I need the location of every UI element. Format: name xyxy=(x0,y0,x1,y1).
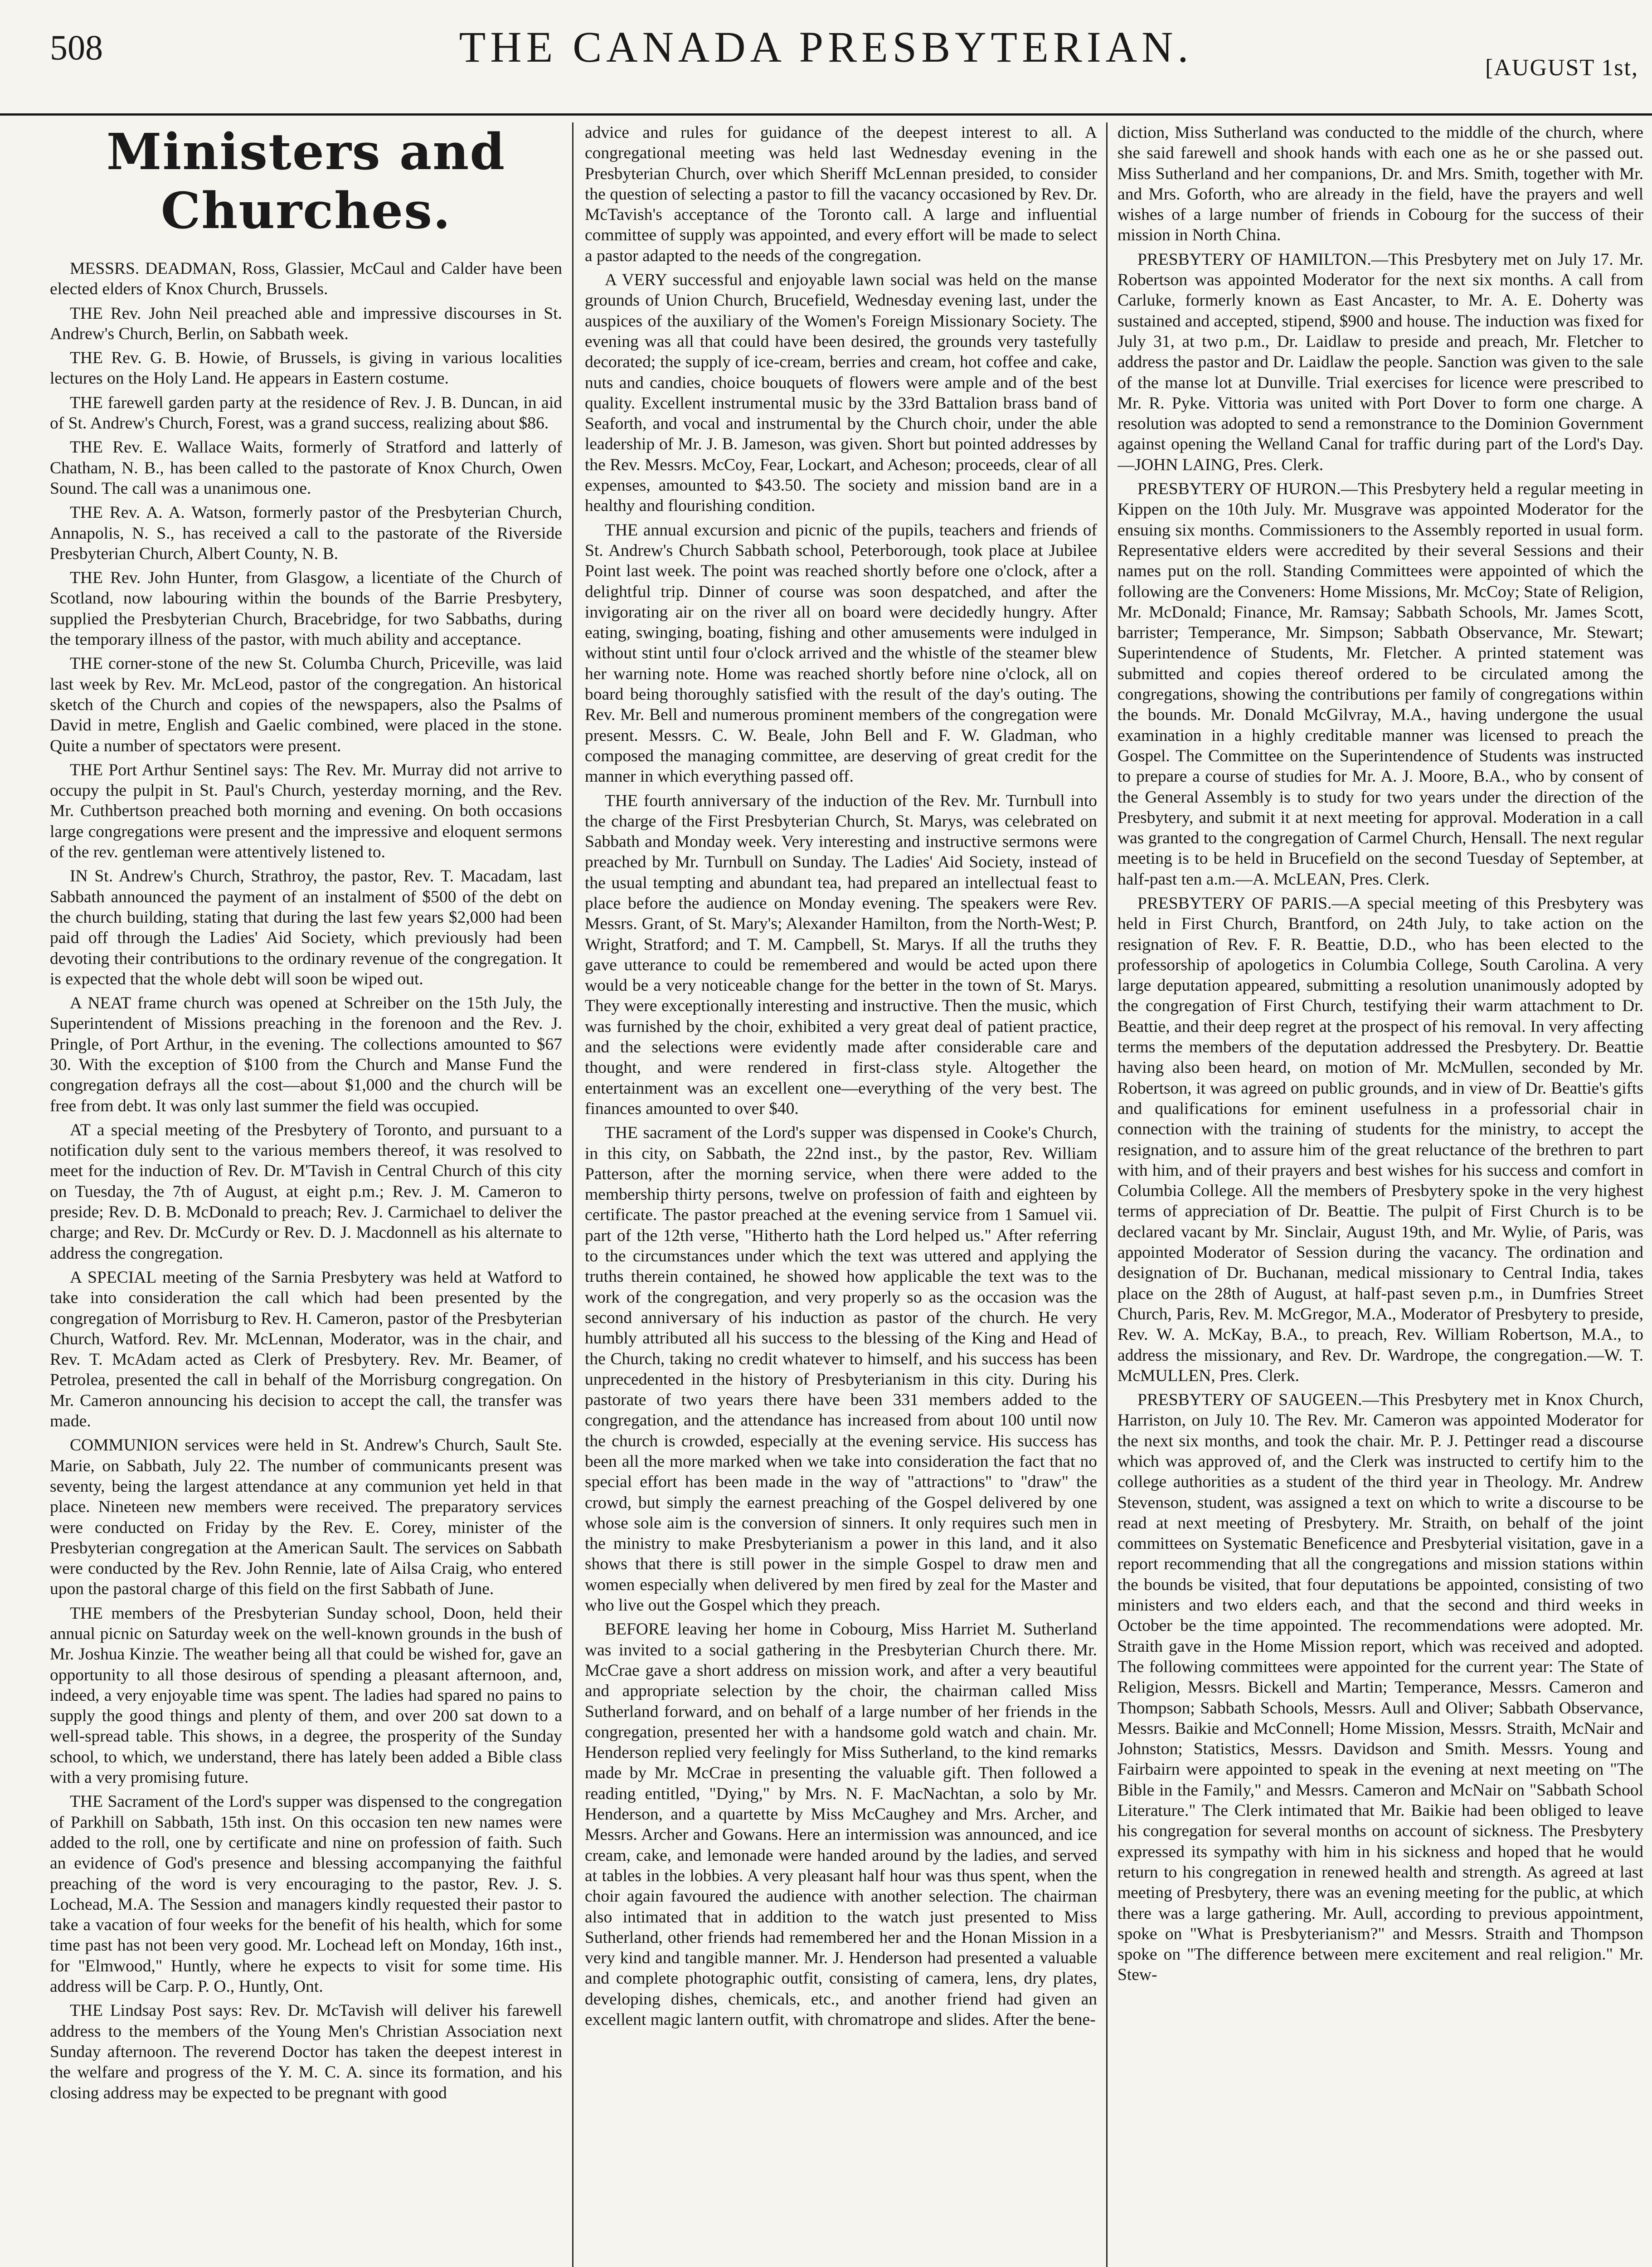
article-paragraph: diction, Miss Sutherland was conducted to the middle of the church, where she said farewell and shook hands with each one as he or she passed out. Miss Sutherland and her companions, Dr. and Mrs. Smith, together with Mr. and Mrs. Goforth, who are already in the field, have the prayers and well wishes of a large number of friends in Cobourg for the success of their mission in North China. xyxy=(1118,123,1643,245)
article-paragraph: THE sacrament of the Lord's supper was dispensed in Cooke's Church, in this city, on Sabbath, the 22nd inst., by the pastor, Rev. William Patterson, after the morning service, when there were added to the membership thirty persons, twelve on profession of faith and eighteen by certificate. The pastor preached at the evening service from 1 Samuel vii. part of the 12th verse, "Hitherto hath the Lord helped us." After referring to the circumstances under which the text was uttered and applying the truths therein contained, he showed how applicable the text was to the work of the congregation, and very properly so as the occasion was the second anniversary of his induction as pastor of the church. He very humbly attributed all his success to the blessing of the King and Head of the Church, taking no credit whatever to himself, and his success has been unprecedented in the history of Presbyterianism in this city. During his pastorate of two years there have been 331 members added to the congregation, and the attendance has increased from about 100 until now the church is crowded, especially at the evening service. His success has been all the more marked when we take into consideration the fact that no special effort has been made in the way of "attractions" to "draw" the crowd, but simply the earnest preaching of the Gospel delivered by one whose sole aim is the conversion of sinners. It only requires such men in the ministry to make Presbyterianism a power in this land, and it also shows that there is still power in the simple Gospel to draw men and women especially when delivered by men fired by zeal for the Master and who live out the Gospel which they preach. xyxy=(585,1124,1097,1615)
article-paragraph: THE corner-stone of the new St. Columba Church, Priceville, was laid last week by Rev. Mr. McLeod, pastor of the congregation. An historical sketch of the Church and copies of the newspapers, also the Psalms of David in metre, English and Gaelic combined, were placed in the stone. Quite a number of spectators were present. xyxy=(50,654,562,755)
column-1 xyxy=(50,122,562,2267)
article-paragraph: THE fourth anniversary of the induction of the Rev. Mr. Turnbull into the charge of the First Presbyterian Church, St. Marys, was celebrated on Sabbath and Monday week. Very interesting and instructive sermons were preached by Mr. Turnbull on Sunday. The Ladies' Aid Society, instead of the usual tempting and abundant tea, had prepared an intellectual feast to place before the audience on Monday evening. The speakers were Rev. Messrs. Grant, of St. Mary's; Alexander Hamilton, from the North-West; P. Wright, Stratford; and T. M. Campbell, St. Marys. If all the truths they gave utterance to could be remembered and would be acted upon there would be a very noticeable change for the better in the town of St. Marys. They were exceptionally interesting and instructive. Then the music, which was furnished by the choir, exhibited a very great deal of patient practice, and the selections were evidently made after considerable care and thought, and were rendered in first-class style. Altogether the entertainment was an excellent one—everything of the very best. The finances amounted to over $40. xyxy=(585,791,1097,1118)
article-paragraph: COMMUNION services were held in St. Andrew's Church, Sault Ste. Marie, on Sabbath, July 22. The number of communicants present was seventy, being the largest attendance at any communion yet held in that place. Nineteen new members were received. The preparatory services were conducted on Friday by the Rev. E. Corey, minister of the Presbyterian congregation at the American Sault. The services on Sabbath were conducted by the Rev. John Rennie, late of Ailsa Craig, who entered upon the pastoral charge of this field on the first Sabbath of June. xyxy=(50,1436,562,1599)
article-paragraph: THE members of the Presbyterian Sunday school, Doon, held their annual picnic on Saturday week on the well-known grounds in the bush of Mr. Joshua Kinzie. The weather being all that could be wished for, gave an opportunity to all those desirous of spending a pleasant afternoon, and, indeed, a very enjoyable time was spent. The ladies had spared no pains to supply the good things and plenty of them, and over 200 sat down to a well-spread table. This shows, in a degree, the prosperity of the Sunday school, to which, we understand, there has lately been added a Bible class with a very promising future. xyxy=(50,1604,562,1787)
article-paragraph: THE Rev. A. A. Watson, formerly pastor of the Presbyterian Church, Annapolis, N. S., has received a call to the pastorate of the Riverside Presbyterian Church, Albert County, N. B. xyxy=(50,503,562,563)
column-1-body xyxy=(50,258,562,2103)
masthead xyxy=(0,0,1652,116)
article-paragraph: THE Rev. G. B. Howie, of Brussels, is giving in various localities lectures on the Holy Land. He appears in Eastern costume. xyxy=(50,349,562,388)
article-paragraph: BEFORE leaving her home in Cobourg, Miss Harriet M. Sutherland was invited to a social gathering in the Presbyterian Church there. Mr. McCrae gave a short address on mission work, and after a very beautiful and appropriate selection by the choir, the chairman called Miss Sutherland forward, and on behalf of a large number of her friends in the congregation, presented her with a handsome gold watch and chain. Mr. Henderson replied very feelingly for Miss Sutherland, to the kind remarks made by Mr. McCrae in presenting the valuable gift. Then followed a reading entitled, "Dying," by Mrs. N. F. MacNachtan, a solo by Mr. Henderson, and a quartette by Miss McCaughey and Mrs. Archer, and Messrs. Archer and Gowans. Here an intermission was announced, and ice cream, cake, and lemonade were handed around by the ladies, and served at tables in the lobbies. A very pleasant half hour was thus spent, when the choir again favoured the audience with another selection. The chairman also intimated that in addition to the watch just presented to Miss Sutherland, other friends had remembered her and the Honan Mission in a very kind and tangible manner. Mr. J. Henderson had presented a valuable and complete photographic outfit, consisting of camera, lens, dry plates, developing dishes, chemicals, etc., and another friend had given an excellent magic lantern outfit, with chromatrope and slides. After the bene- xyxy=(585,1620,1097,2029)
article-paragraph: MESSRS. DEADMAN, Ross, Glassier, McCaul and Calder have been elected elders of Knox Church, Brussels. xyxy=(50,259,562,299)
page-number: 508 xyxy=(50,28,103,67)
journal-title: THE CANADA PRESBYTERIAN. xyxy=(459,23,1193,71)
article-paragraph: PRESBYTERY OF HAMILTON.—This Presbytery met on July 17. Mr. Robertson was appointed Moderator for the next six months. A call from Carluke, formerly known as East Ancaster, to Mr. A. E. Doherty was sustained and accepted, stipend, $900 and house. The induction was fixed for July 31, at two p.m., Dr. Laidlaw to preside and preach, Mr. Fletcher to address the pastor and Dr. Laidlaw the people. Sanction was given to the sale of the manse lot at Dunville. Trial exercises for licence were prescribed to Mr. R. Pyke. Vittoria was united with Port Dover to form one charge. A resolution was adopted to send a remonstrance to the Dominion Government against opening the Welland Canal for traffic during part of the Lord's Day.—JOHN LAING, Pres. Clerk. xyxy=(1118,250,1643,474)
column-divider xyxy=(572,122,573,2267)
issue-date: [AUGUST 1st, xyxy=(1485,55,1638,81)
article-paragraph: advice and rules for guidance of the deepest interest to all. A congregational meeting was held last Wednesday evening in the Presbyterian Church, over which Sheriff McLennan presided, to consider the question of selecting a pastor to fill the vacancy occasioned by Rev. Dr. McTavish's acceptance of the Toronto call. A large and influential committee of supply was appointed, and every effort will be made to select a pastor adapted to the needs of the congregation. xyxy=(585,123,1097,265)
column-3-body xyxy=(1118,122,1643,1985)
column-3 xyxy=(1118,122,1643,2267)
article-paragraph: IN St. Andrew's Church, Strathroy, the pastor, Rev. T. Macadam, last Sabbath announced the payment of an instalment of $500 of the debt on the church building, stating that during the last few years $2,000 had been paid off through the Ladies' Aid Society, which previously had been devoting their contributions to the ordinary revenue of the congregation. It is expected that the whole debt will soon be wiped out. xyxy=(50,867,562,988)
article-paragraph: A NEAT frame church was opened at Schreiber on the 15th July, the Superintendent of Missions preaching in the forenoon and the Rev. J. Pringle, of Port Arthur, in the evening. The collections amounted to $67 30. With the exception of $100 from the Church and Manse Fund the congregation defrays all the cost—about $1,000 and the church will be free from debt. It was only last summer the field was occupied. xyxy=(50,994,562,1115)
article-paragraph: THE annual excursion and picnic of the pupils, teachers and friends of St. Andrew's Church Sabbath school, Peterborough, took place at Jubilee Point last week. The point was reached shortly before one o'clock, after a delightful trip. Dinner of course was soon despatched, and after the invigorating air on the river all on board were decidedly hungry. After eating, swinging, boating, fishing and other amusements were indulged in without stint until four o'clock arrived and the whistle of the steamer blew her warning note. Home was reached shortly before nine o'clock, all on board being thoroughly satisfied with the result of the day's outing. The Rev. Mr. Bell and numerous prominent members of the congregation were present. Messrs. C. W. Beale, John Bell and F. W. Gladman, who composed the managing committee, are deserving of great credit for the manner in which everything passed off. xyxy=(585,521,1097,786)
column-divider xyxy=(1106,122,1108,2267)
article-paragraph: THE Port Arthur Sentinel says: The Rev. Mr. Murray did not arrive to occupy the pulpit in St. Paul's Church, yesterday morning, and the Rev. Mr. Cuthbertson preached both morning and evening. On both occasions large congregations were present and the impressive and eloquent sermons of the rev. gentleman were attentively listened to. xyxy=(50,760,562,862)
article-paragraph: THE Lindsay Post says: Rev. Dr. McTavish will deliver his farewell address to the members of the Young Men's Christian Association next Sunday afternoon. The reverend Doctor has taken the deepest interest in the welfare and progress of the Y. M. C. A. since its formation, and his closing address may be expected to be pregnant with good xyxy=(50,2001,562,2102)
article-paragraph: THE Rev. John Neil preached able and impressive discourses in St. Andrew's Church, Berlin, on Sabbath week. xyxy=(50,304,562,343)
article-paragraph: A VERY successful and enjoyable lawn social was held on the manse grounds of Union Church, Brucefield, Wednesday evening last, under the auspices of the auxiliary of the Women's Foreign Missionary Society. The evening was all that could have been desired, the grounds very tastefully decorated; the supply of ice-cream, berries and cream, hot coffee and cake, nuts and candies, choice bouquets of flowers were ample and of the best quality. Excellent instrumental music by the 33rd Battalion brass band of Seaforth, and vocal and instrumental by the Church choir, under the able leadership of Mr. J. B. Jameson, was given. Short but pointed addresses by the Rev. Messrs. McCoy, Fear, Lockart, and Acheson; proceeds, clear of all expenses, amounted to $43.50. The society and mission band are in a healthy and flourishing condition. xyxy=(585,271,1097,516)
article-paragraph: THE Rev. John Hunter, from Glasgow, a licentiate of the Church of Scotland, now labouring within the bounds of the Barrie Presbytery, supplied the Presbyterian Church, Bracebridge, for two Sabbaths, during the temporary illness of the pastor, with much ability and acceptance. xyxy=(50,569,562,649)
article-paragraph: THE farewell garden party at the residence of Rev. J. B. Duncan, in aid of St. Andrew's Church, Forest, was a grand success, realizing about $86. xyxy=(50,393,562,433)
article-paragraph: PRESBYTERY OF HURON.—This Presbytery held a regular meeting in Kippen on the 10th July. Mr. Musgrave was appointed Moderator for the ensuing six months. Commissioners to the Assembly reported in usual form. Representative elders were accredited by their several Sessions and their names put on the roll. Standing Committees were appointed of which the following are the Conveners: Home Missions, Mr. McCoy; State of Religion, Mr. McDonald; Finance, Mr. Ramsay; Sabbath Schools, Mr. James Scott, barrister; Temperance, Mr. Simpson; Sabbath Observance, Mr. Stewart; Superintendence of Students, Mr. Fletcher. A printed statement was submitted and copies thereof ordered to be circulated among the congregations, showing the contributions per family of congregations within the bounds. Mr. Donald McGilvray, M.A., having undergone the usual examination in a highly creditable manner was licensed to preach the Gospel. The Committee on the Superintendence of Students was instructed to prepare a course of studies for Mr. A. J. Moore, B.A., who by consent of the General Assembly is to study for two years under the direction of the Presbytery, and submit it at next meeting for approval. Moderation in a call was granted to the congregation of Carmel Church, Hensall. The next regular meeting is to be held in Brucefield on the second Tuesday of September, at half-past ten a.m.—A. McLEAN, Pres. Clerk. xyxy=(1118,480,1643,889)
article-paragraph: PRESBYTERY OF SAUGEEN.—This Presbytery met in Knox Church, Harriston, on July 10. The Rev. Mr. Cameron was appointed Moderator for the next six months, and took the chair. Mr. P. J. Pettinger read a discourse which was approved of, and the Clerk was instructed to certify him to the college authorities as a student of the third year in Theology. Mr. Andrew Stevenson, student, was assigned a text on which to write a discourse to be read at next meeting of Presbytery. Mr. Straith, on behalf of the joint committees on Systematic Beneficence and Presbyterial visitation, gave in a report recommending that all the congregations and mission stations within the bounds be visited, that four deputations be appointed, consisting of two ministers and two elders each, and that the second and third weeks in October be the time appointed. The recommendations were adopted. Mr. Straith gave in the Home Mission report, which was received and adopted. The following committees were appointed for the current year: The State of Religion, Messrs. Bickell and Martin; Temperance, Messrs. Cameron and Thompson; Sabbath Schools, Messrs. Aull and Oliver; Sabbath Observance, Messrs. Baikie and McConnell; Home Mission, Messrs. Straith, McNair and Johnston; Statistics, Messrs. Davidson and Smith. Messrs. Young and Fairbairn were appointed to speak in the evening at next meeting on "The Bible in the Family," and Messrs. Cameron and McNair on "Sabbath School Literature." The Clerk intimated that Mr. Baikie had been obliged to leave his congregation for several months on account of sickness. The Presbytery expressed its sympathy with him in his sickness and hoped that he would return to his congregation in renewed health and strength. As agreed at last meeting of Presbytery, there was an evening meeting for the public, at which there was a large gathering. Mr. Aull, according to previous appointment, spoke on "What is Presbyterianism?" and Messrs. Straith and Thompson spoke on "The difference between mere excitement and real religion." Mr. Stew- xyxy=(1118,1391,1643,1985)
column-2-body xyxy=(585,122,1097,2030)
column-2 xyxy=(585,122,1097,2267)
article-paragraph: AT a special meeting of the Presbytery of Toronto, and pursuant to a notification duly sent to the various members thereof, it was resolved to meet for the induction of Rev. Dr. M'Tavish in Central Church of this city on Tuesday, the 7th of August, at eight p.m.; Rev. J. M. Cameron to preside; Rev. D. B. McDonald to preach; Rev. J. Carmichael to deliver the charge; and Rev. Dr. McCurdy or Rev. D. J. Macdonnell as his alternate to address the congregation. xyxy=(50,1120,562,1263)
article-paragraph: PRESBYTERY OF PARIS.—A special meeting of this Presbytery was held in First Church, Brantford, on 24th July, to take action on the resignation of Rev. F. R. Beattie, D.D., who has been elected to the professorship of apologetics in Columbia College, South Carolina. A very large deputation appeared, submitting a resolution unanimously adopted by the congregation of First Church, testifying their warm attachment to Dr. Beattie, and their deep regret at the prospect of his removal. In very affecting terms the members of the deputation addressed the Presbytery. Dr. Beattie having also been heard, on motion of Mr. McMullen, seconded by Mr. Robertson, it was agreed on public grounds, and in view of Dr. Beattie's gifts and qualifications for eminent usefulness in a professorial chair in connection with the training of students for the ministry, to accept the resignation, and to assure him of the great reluctance of the brethren to part with him, and of their prayers and best wishes for his success and comfort in Columbia College. All the members of Presbytery spoke in the very highest terms of appreciation of Dr. Beattie. The pulpit of First Church is to be declared vacant by Mr. Sinclair, August 19th, and Mr. Wylie, of Paris, was appointed Moderator of Session during the vacancy. The ordination and designation of Dr. Buchanan, medical missionary to Central India, takes place on the 28th of August, at half-past seven p.m., in Dumfries Street Church, Paris, Rev. M. McGregor, M.A., Moderator of Presbytery to preside, Rev. W. A. McKay, B.A., to preach, Rev. William Robertson, M.A., to address the missionary, and Rev. Dr. Wardrope, the congregation.—W. T. McMULLEN, Pres. Clerk. xyxy=(1118,894,1643,1385)
section-title: Ministers and Churches. xyxy=(106,122,506,240)
article-paragraph: THE Sacrament of the Lord's supper was dispensed to the congregation of Parkhill on Sabbath, 15th inst. On this occasion ten new names were added to the roll, one by certificate and nine on profession of faith. Such an evidence of God's presence and blessing accompanying the faithful preaching of the word is very encouraging to the pastor, Rev. J. S. Lochead, M.A. The Session and managers kindly requested their pastor to take a vacation of four weeks for the benefit of his health, which for some time past has not been very good. Mr. Lochead left on Monday, 16th inst., for "Elmwood," Huntly, where he expects to visit for some time. His address will be Carp. P. O., Huntly, Ont. xyxy=(50,1792,562,1996)
article-paragraph: THE Rev. E. Wallace Waits, formerly of Stratford and latterly of Chatham, N. B., has been called to the pastorate of Knox Church, Owen Sound. The call was a unanimous one. xyxy=(50,438,562,498)
article-paragraph: A SPECIAL meeting of the Sarnia Presbytery was held at Watford to take into consideration the call which had been presented by the congregation of Morrisburg to Rev. H. Cameron, pastor of the Presbyterian Church, Watford. Rev. Mr. McLennan, Moderator, was in the chair, and Rev. T. McAdam acted as Clerk of Presbytery. Rev. Mr. Beamer, of Petrolea, presented the call in behalf of the Morrisburg congregation. On Mr. Cameron announcing his decision to accept the call, the transfer was made. xyxy=(50,1268,562,1431)
